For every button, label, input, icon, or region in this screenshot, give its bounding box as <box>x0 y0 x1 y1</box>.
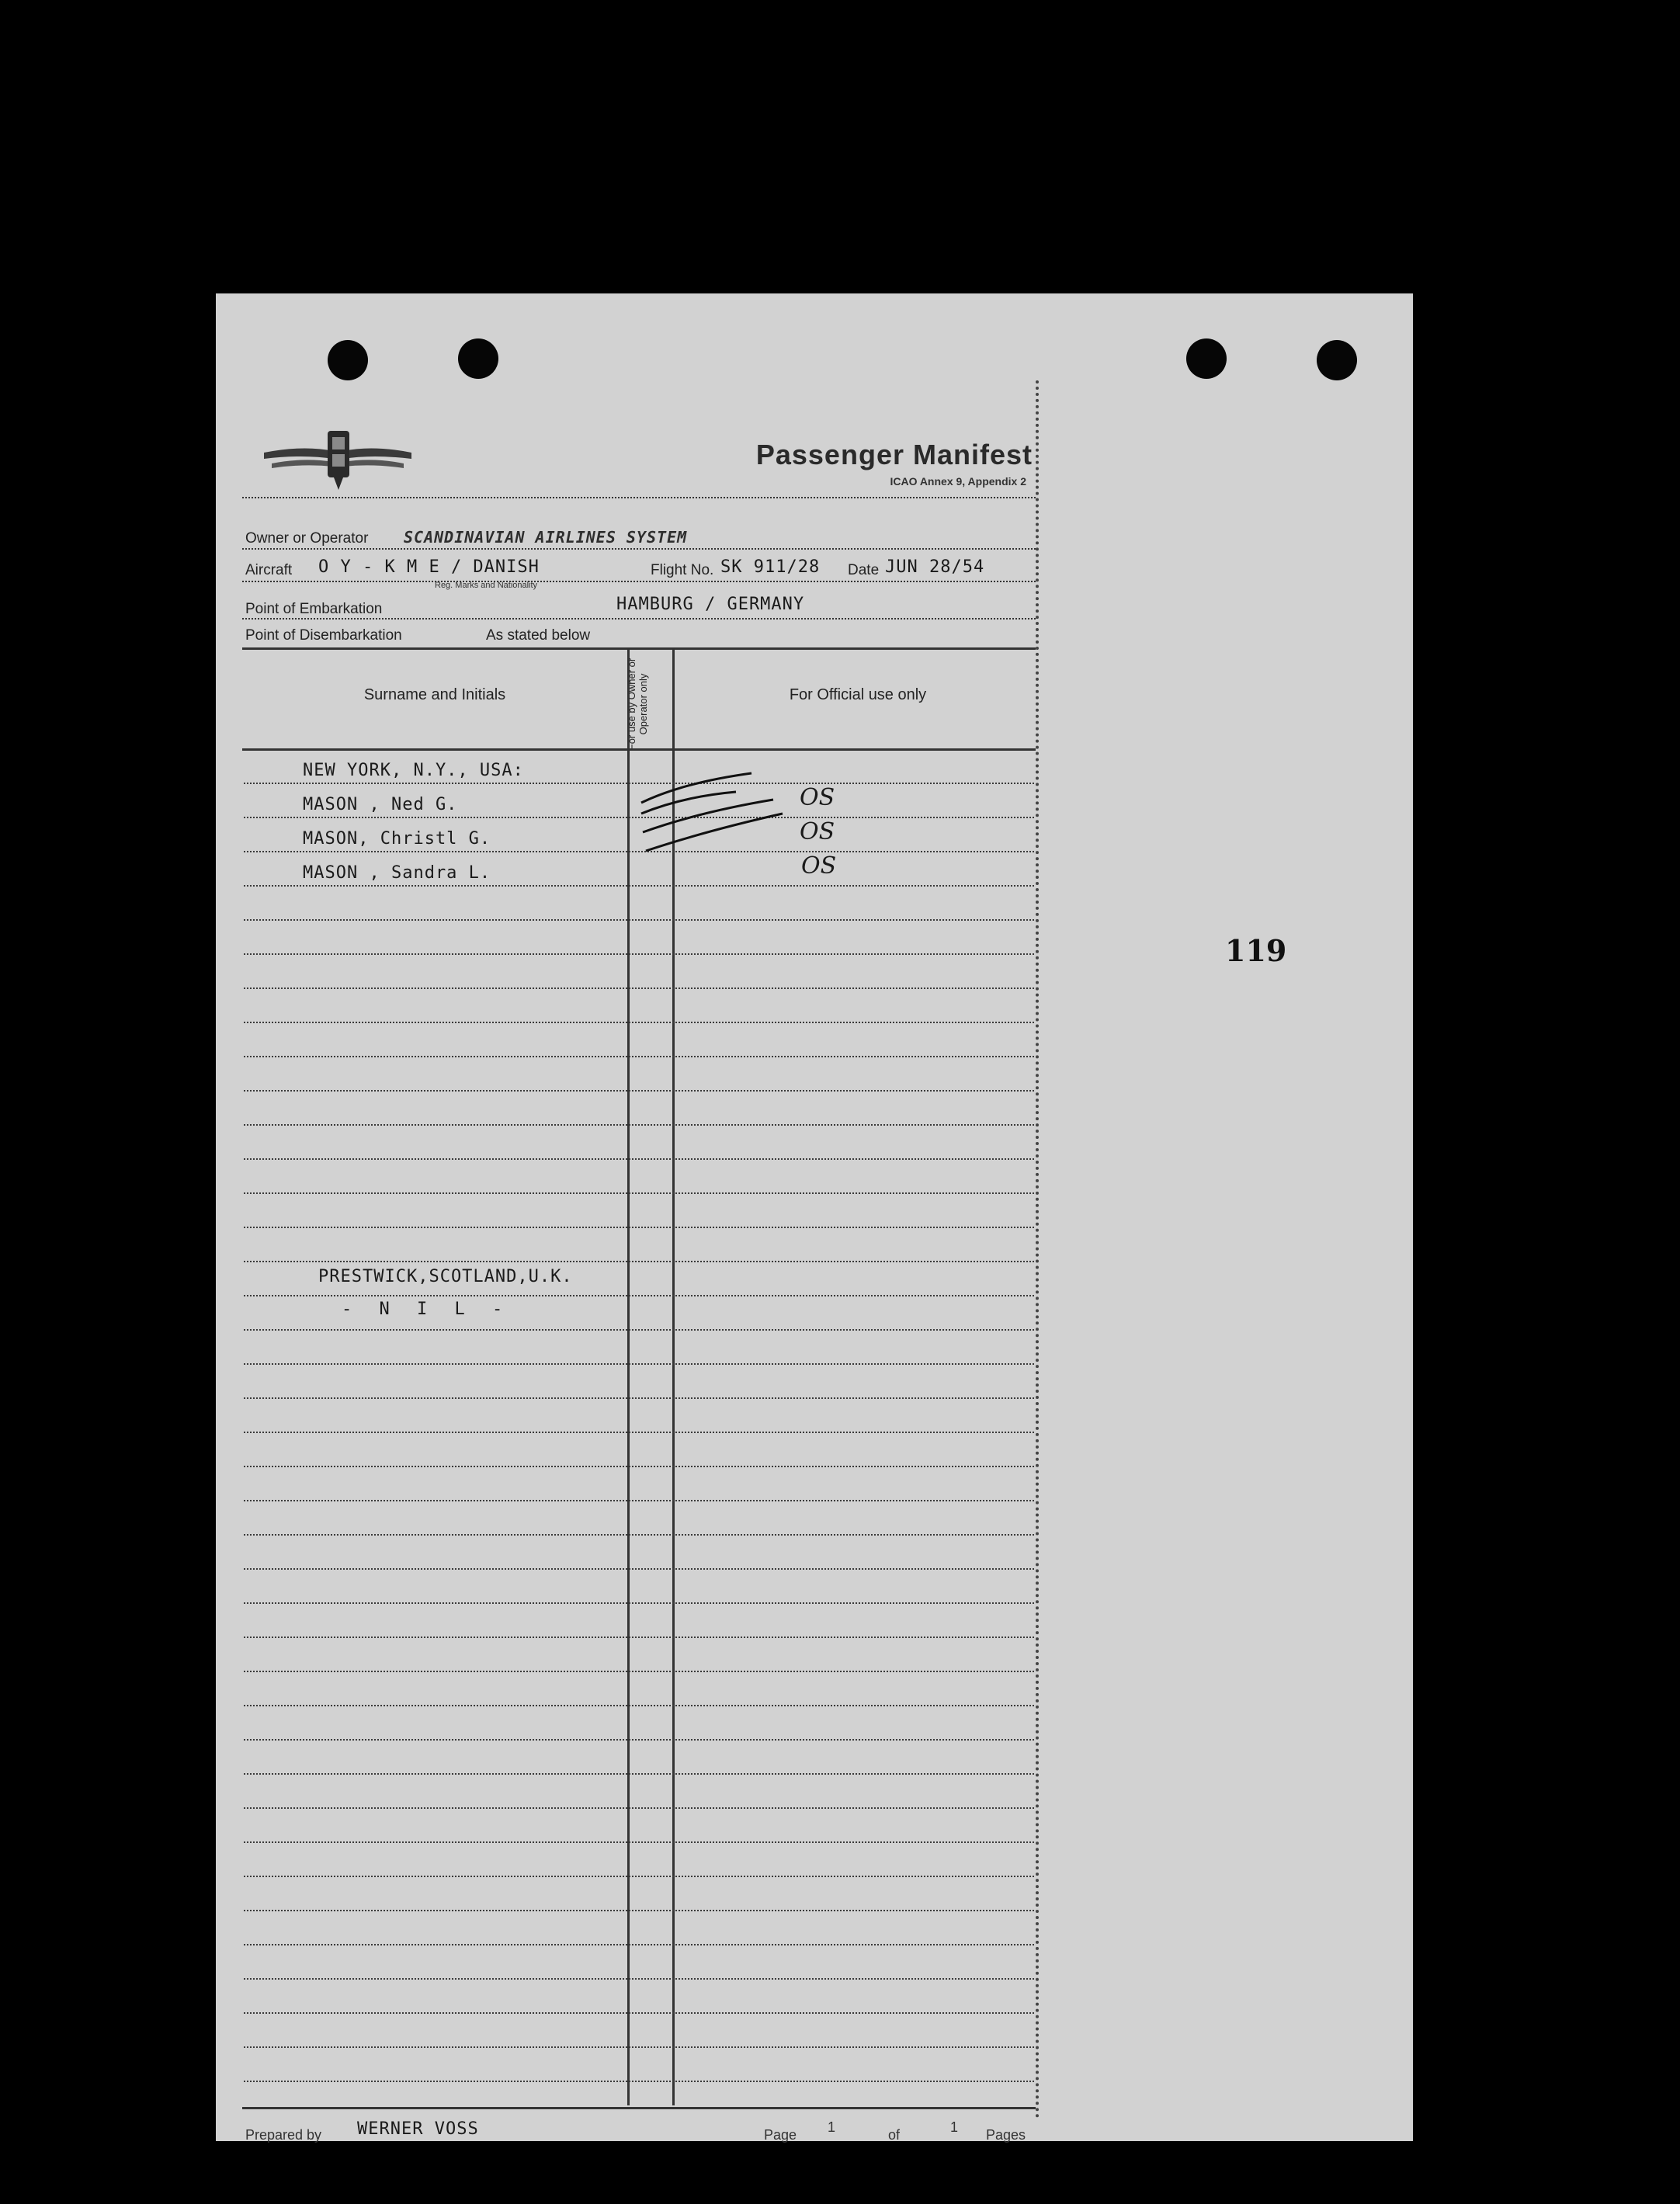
ruled-line <box>244 1671 1034 1672</box>
ruled-line <box>244 953 1034 955</box>
column-divider <box>627 649 630 2105</box>
ruled-line <box>244 1841 1034 1843</box>
embarkation-label: Point of Embarkation <box>245 601 383 617</box>
ruled-line <box>244 1158 1034 1160</box>
page-label: Page <box>764 2127 797 2143</box>
owner-label: Owner or Operator <box>245 530 369 547</box>
ruled-line <box>244 1363 1034 1365</box>
surname-column-header: Surname and Initials <box>363 686 506 703</box>
ruled-line <box>244 2012 1034 2014</box>
ruled-line <box>244 1329 1034 1331</box>
date-label: Date <box>848 562 880 578</box>
ruled-line <box>244 1978 1034 1980</box>
ruled-line <box>244 1568 1034 1570</box>
passenger-entry: MASON , Sandra L. <box>303 863 491 883</box>
column-header-rule <box>242 748 1036 751</box>
ruled-line <box>244 1090 1034 1092</box>
of-label: of <box>888 2127 901 2143</box>
ruled-line <box>244 1432 1034 1433</box>
airline-logo-icon <box>256 423 419 493</box>
punch-hole <box>328 340 368 380</box>
form-title: Passenger Manifest <box>755 439 1033 470</box>
owner-value: SCANDINAVIAN AIRLINES SYSTEM <box>404 528 688 547</box>
punch-hole <box>458 338 498 379</box>
handwritten-check-marks <box>637 765 792 874</box>
prepared-by-label: Prepared by <box>245 2127 322 2143</box>
owner-use-column-header: For use by Owner or Operator only <box>626 658 649 751</box>
form-right-border <box>1036 380 1039 2119</box>
ruled-line <box>244 1637 1034 1638</box>
stopover-entry: PRESTWICK,SCOTLAND,U.K. <box>318 1267 573 1286</box>
destination-entry: NEW YORK, N.Y., USA: <box>303 761 524 780</box>
ruled-line <box>244 1192 1034 1194</box>
official-code: OS <box>801 852 837 880</box>
ruled-line <box>244 1397 1034 1399</box>
aircraft-rule <box>242 581 1036 582</box>
ruled-line <box>244 1944 1034 1945</box>
ruled-line <box>244 1910 1034 1911</box>
ruled-line <box>244 919 1034 921</box>
ruled-line <box>244 2081 1034 2082</box>
ruled-line <box>244 1466 1034 1467</box>
passenger-entry: MASON , Ned G. <box>303 795 458 814</box>
ruled-line <box>244 1295 1034 1296</box>
punch-hole <box>1317 340 1357 380</box>
ruled-line <box>244 1534 1034 1536</box>
ruled-line <box>244 1022 1034 1023</box>
ruled-line <box>244 1773 1034 1775</box>
ruled-line <box>244 1056 1034 1057</box>
owner-rule <box>242 548 1036 550</box>
ruled-line <box>244 1739 1034 1741</box>
disembarkation-value: As stated below <box>486 627 591 644</box>
form-subtitle: ICAO Annex 9, Appendix 2 <box>890 475 1026 488</box>
flight-label: Flight No. <box>651 562 714 578</box>
ruled-line <box>244 1500 1034 1501</box>
ruled-line <box>244 885 1034 887</box>
ruled-line <box>244 1124 1034 1126</box>
punch-hole <box>1186 338 1227 379</box>
aircraft-label: Aircraft <box>245 562 293 578</box>
pages-label: Pages <box>986 2127 1026 2143</box>
page-stamp-number: 119 <box>1225 933 1287 968</box>
disembarkation-rule <box>242 647 1036 650</box>
passenger-entry: MASON, Christl G. <box>303 829 491 849</box>
official-code: OS <box>800 784 835 811</box>
aircraft-note: Reg. Marks and Nationality <box>435 581 538 590</box>
embarkation-value: HAMBURG / GERMANY <box>616 595 805 614</box>
ruled-line <box>244 2046 1034 2048</box>
official-column-header: For Official use only <box>789 686 927 703</box>
flight-value: SK 911/28 <box>720 557 821 577</box>
disembarkation-label: Point of Disembarkation <box>245 627 402 644</box>
aircraft-value: O Y - K M E / DANISH <box>318 557 540 577</box>
nil-entry: - N I L - <box>342 1300 509 1319</box>
embarkation-rule <box>242 618 1036 620</box>
ruled-line <box>244 1602 1034 1604</box>
ruled-line <box>244 987 1034 989</box>
official-code: OS <box>800 818 835 845</box>
ruled-line <box>244 1807 1034 1809</box>
footer-rule <box>242 2107 1036 2109</box>
of-value: 1 <box>950 2119 959 2135</box>
page-value: 1 <box>828 2119 836 2135</box>
prepared-by-value: WERNER VOSS <box>357 2119 479 2139</box>
date-value: JUN 28/54 <box>885 557 985 577</box>
ruled-line <box>244 1876 1034 1877</box>
ruled-line <box>244 1705 1034 1706</box>
ruled-line <box>244 1261 1034 1262</box>
ruled-line <box>244 1227 1034 1228</box>
header-rule <box>242 497 1036 498</box>
